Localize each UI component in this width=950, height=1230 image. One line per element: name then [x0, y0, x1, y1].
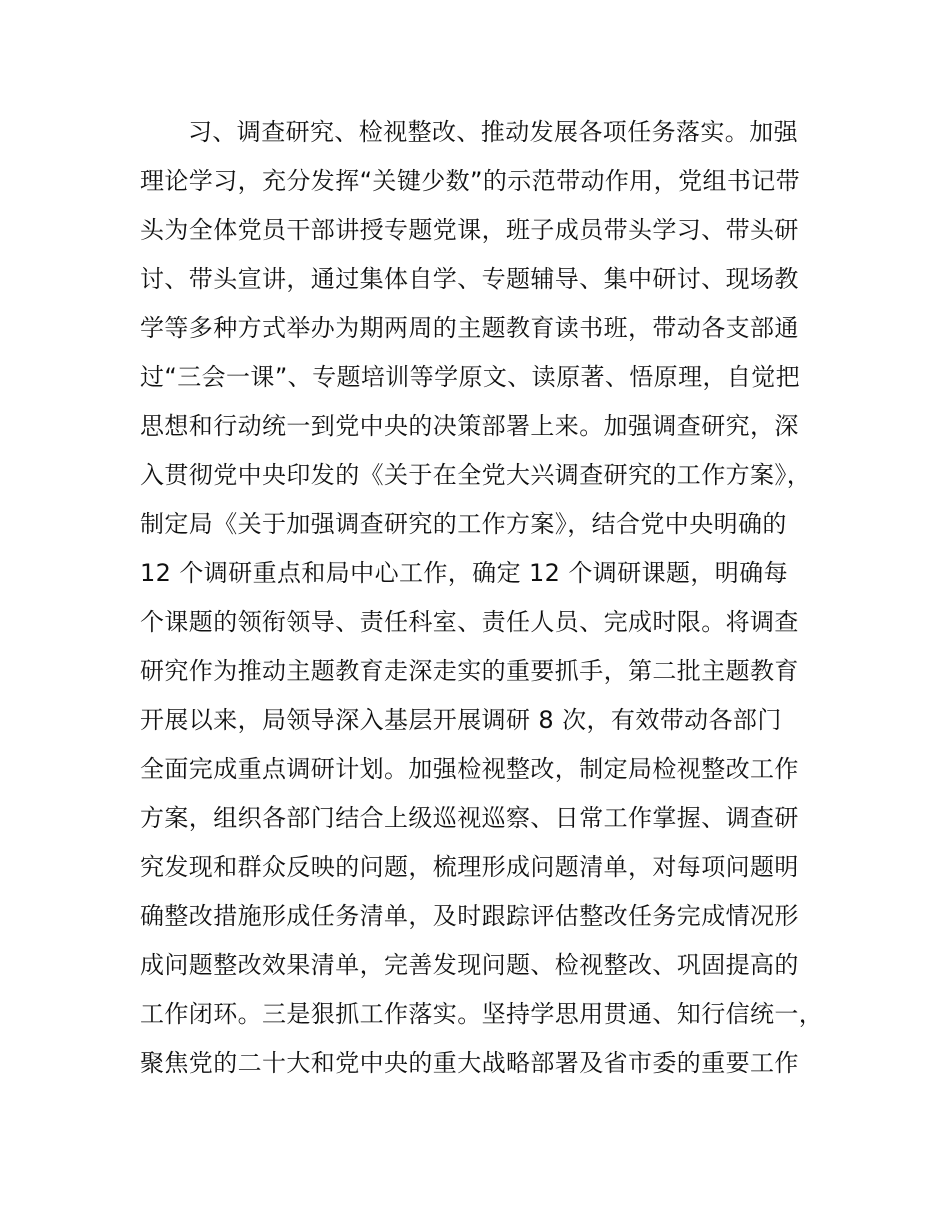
text-line: 成问题整改效果清单，完善发现问题、检视整改、巩固提高的: [140, 951, 799, 979]
text-line: 学等多种方式举办为期两周的主题教育读书班，带动各支部通: [140, 314, 799, 342]
text-line: 确整改措施形成任务清单，及时跟踪评估整改任务完成情况形: [140, 902, 799, 930]
text-line: 思想和行动统一到党中央的决策部署上来。加强调查研究，深: [140, 412, 799, 440]
text-line: 工作闭环。三是狠抓工作落实。坚持学思用贯通、知行信统一，: [140, 1000, 824, 1028]
text-line: 理论学习，充分发挥“关键少数”的示范带动作用，党组书记带: [140, 167, 801, 195]
text-line: 12 个调研重点和局中心工作，确定 12 个调研课题，明确每: [140, 559, 788, 587]
text-line: 聚焦党的二十大和党中央的重大战略部署及省市委的重要工作: [140, 1049, 799, 1077]
text-line: 头为全体党员干部讲授专题党课，班子成员带头学习、带头研: [140, 216, 799, 244]
text-line: 方案，组织各部门结合上级巡视巡察、日常工作掌握、调查研: [140, 804, 799, 832]
text-line: 研究作为推动主题教育走深走实的重要抓手，第二批主题教育: [140, 657, 799, 685]
text-line: 开展以来，局领导深入基层开展调研 8 次，有效带动各部门: [140, 706, 782, 734]
text-line: 制定局《关于加强调查研究的工作方案》，结合党中央明确的: [140, 510, 787, 538]
text-line: 过“三会一课”、专题培训等学原文、读原著、悟原理，自觉把: [140, 363, 801, 391]
body-paragraph: [140, 108, 840, 1088]
text-line: 习、调查研究、检视整改、推动发展各项任务落实。加强: [188, 118, 798, 146]
text-line: 究发现和群众反映的问题，梳理形成问题清单，对每项问题明: [140, 853, 799, 881]
text-line: 个课题的领衔领导、责任科室、责任人员、完成时限。将调查: [140, 608, 799, 636]
text-line: 讨、带头宣讲，通过集体自学、专题辅导、集中研讨、现场教: [140, 265, 799, 293]
text-line: 入贯彻党中央印发的《关于在全党大兴调查研究的工作方案》，: [140, 461, 812, 489]
text-line: 全面完成重点调研计划。加强检视整改，制定局检视整改工作: [140, 755, 799, 783]
